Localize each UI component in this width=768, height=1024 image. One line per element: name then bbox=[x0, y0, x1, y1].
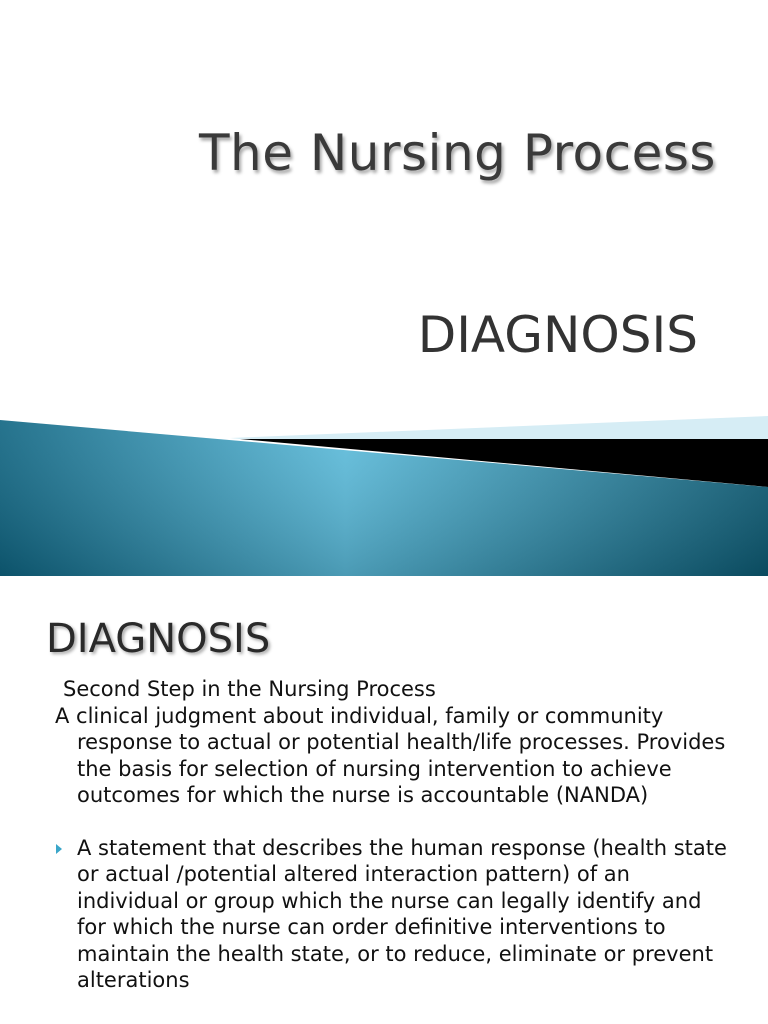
slide-heading: DIAGNOSIS bbox=[46, 616, 271, 662]
pale-stripe bbox=[230, 416, 768, 439]
content-slide bbox=[0, 576, 768, 1024]
triangle-bullet-icon bbox=[56, 844, 62, 854]
step-subtitle: Second Step in the Nursing Process bbox=[63, 677, 436, 701]
bullet-text: A statement that describes the human response (health state or actual /potential altered interaction pattern) of an individual or group which the nurse can legally identify and for which the nurse can order definitive interventions to maintain the health state, or to reduce, eliminate or prevent alterations bbox=[77, 835, 727, 992]
slide-title: The Nursing Process bbox=[199, 124, 716, 182]
definition-paragraph: A clinical judgment about individual, family or community response to actual or potential health/life processes. Provides the basis for selection of nursing intervention to achieve outcomes for which the nurse is accountable (NANDA) bbox=[55, 703, 726, 807]
slide-subtitle: DIAGNOSIS bbox=[417, 306, 698, 364]
slide-body bbox=[0, 676, 768, 994]
decorative-wave-band bbox=[0, 410, 768, 576]
bullet-item bbox=[77, 835, 732, 994]
